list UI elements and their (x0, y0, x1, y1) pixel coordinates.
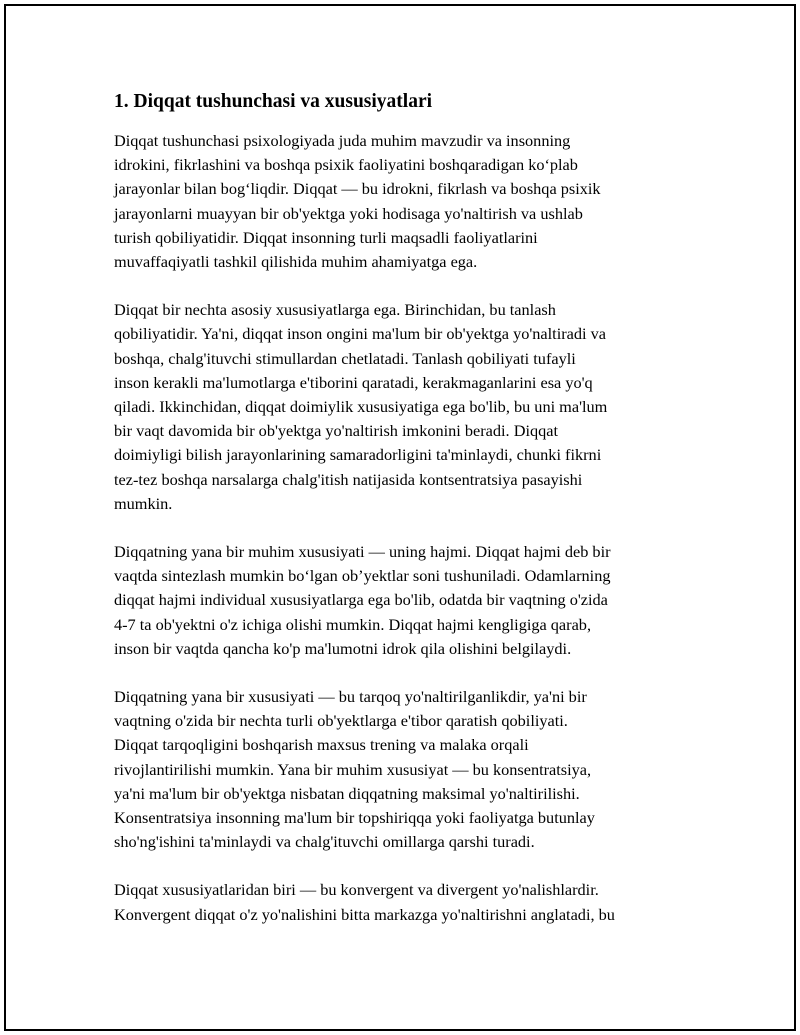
text-line: 4-7 ta ob'yektni o'z ichiga olishi mumkin. Diqqat hajmi kengligiga qarab, (114, 614, 592, 634)
text-line: turish qobiliyatidir. Diqqat insonning turli maqsadli faoliyatlarini (114, 227, 538, 247)
text-line: Diqqatning yana bir xususiyati — bu tarqoq yo'naltirilganlikdir, ya'ni bir (114, 687, 587, 707)
text-line: muvaffaqiyatli tashkil qilishida muhim ahamiyatga ega. (114, 252, 478, 272)
text-line: mumkin. (114, 493, 173, 513)
text-line: Konsentratsiya insonning ma'lum bir topshiriqqa yoki faoliyatga butunlay (114, 808, 595, 828)
paragraph (114, 129, 689, 274)
text-line: rivojlantirilishi mumkin. Yana bir muhim xususiyat — bu konsentratsiya, (114, 759, 592, 779)
text-line: ya'ni ma'lum bir ob'yektga nisbatan diqqatning maksimal yo'naltirilishi. (114, 783, 580, 803)
document-body (114, 90, 689, 951)
text-line: qiladi. Ikkinchidan, diqqat doimiylik xususiyatiga ega bo'lib, bu uni ma'lum (114, 397, 608, 417)
text-line: boshqa, chalg'ituvchi stimullardan chetlatadi. Tanlash qobiliyati tufayli (114, 348, 576, 368)
paragraph (114, 540, 689, 661)
text-line: Diqqat bir nechta asosiy xususiyatlarga ega. Birinchidan, bu tanlash (114, 300, 556, 320)
text-line: Konvergent diqqat o'z yo'nalishini bitta markazga yo'naltirishni anglatadi, bu (114, 904, 615, 924)
paragraph (114, 298, 689, 516)
text-line: Diqqat tarqoqligini boshqarish maxsus trening va malaka orqali (114, 735, 529, 755)
text-line: Diqqatning yana bir muhim xususiyati — uning hajmi. Diqqat hajmi deb bir (114, 542, 611, 562)
text-line: inson kerakli ma'lumotlarga e'tiborini qaratadi, kerakmaganlarini esa yo'q (114, 372, 593, 392)
text-line: qobiliyatidir. Ya'ni, diqqat inson ongini ma'lum bir ob'yektga yo'naltiradi va (114, 324, 606, 344)
text-line: Diqqat tushunchasi psixologiyada juda muhim mavzudir va insonning (114, 131, 571, 150)
text-line: idrokini, fikrlashini va boshqa psixik faoliyatini boshqaradigan ko‘plab (114, 155, 578, 175)
text-line: vaqtning o'zida bir nechta turli ob'yektlarga e'tibor qaratish qobiliyati. (114, 711, 568, 731)
text-line: sho'ng'ishini ta'minlaydi va chalg'ituvchi omillarga qarshi turadi. (114, 832, 535, 852)
text-line: diqqat hajmi individual xususiyatlarga ega bo'lib, odatda bir vaqtning o'zida (114, 590, 608, 610)
text-line: jarayonlarni muayyan bir ob'yektga yoki hodisaga yo'naltirish va ushlab (114, 203, 583, 223)
paragraph (114, 685, 689, 854)
text-line: tez-tez boshqa narsalarga chalg'itish natijasida kontsentratsiya pasayishi (114, 469, 583, 489)
text-line: jarayonlar bilan bog‘liqdir. Diqqat — bu idrokni, fikrlash va boshqa psixik (114, 179, 601, 199)
text-line: doimiyligi bilish jarayonlarining samaradorligini ta'minlaydi, chunki fikrni (114, 445, 602, 465)
text-line: vaqtda sintezlash mumkin bo‘lgan ob’yektlar soni tushuniladi. Odamlarning (114, 566, 611, 586)
text-line: Diqqat xususiyatlaridan biri — bu konvergent va divergent yo'nalishlardir. (114, 880, 599, 900)
text-line: inson bir vaqtda qancha ko'p ma'lumotni idrok qila olishini belgilaydi. (114, 638, 572, 658)
section-heading: 1. Diqqat tushunchasi va xususiyatlari (114, 91, 433, 112)
paragraph (114, 878, 689, 926)
text-line: bir vaqt davomida bir ob'yektga yo'naltirish imkonini beradi. Diqqat (114, 421, 559, 441)
